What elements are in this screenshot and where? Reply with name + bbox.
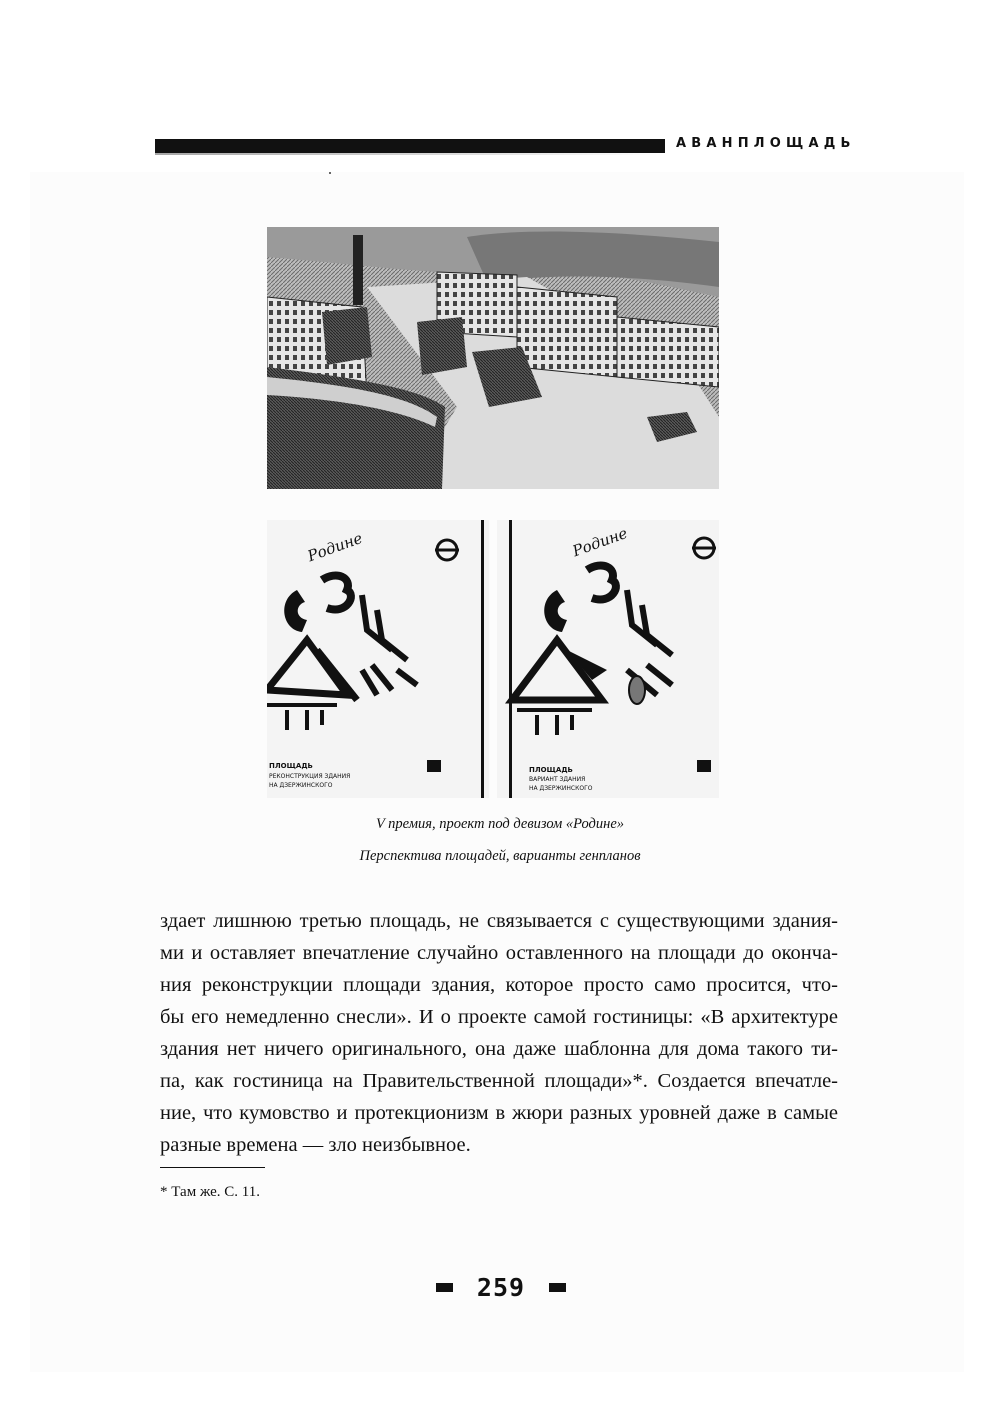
figure-caption-description: Перспектива площадей, варианты генпланов — [359, 848, 641, 864]
footnote: * Там же. С. 11. — [160, 1184, 260, 1200]
body-line: ми и оставляет впечатление случайно оставленного на площади до оконча- — [160, 942, 838, 964]
plan-drawing-1 — [267, 520, 489, 798]
figure-caption-award: V премия, проект под девизом «Родине» — [375, 816, 625, 832]
body-line: ние, что кумовство и протекционизм в жюри разных уровней даже в самые — [160, 1102, 838, 1124]
footnote-rule — [160, 1167, 265, 1168]
plan-label-1: ПЛОЩАДЬ — [529, 766, 573, 774]
header-rule — [155, 139, 665, 153]
body-line: здания нет ничего оригинального, она даже шаблонна для дома такого ти- — [160, 1038, 838, 1060]
plan-label-1: ПЛОЩАДЬ — [269, 762, 313, 770]
folio-dash-right — [549, 1283, 566, 1292]
site-plan-variant-1 — [267, 520, 489, 798]
body-line: па, как гостиница на Правительственной площади»*. Создается впечатле- — [160, 1070, 838, 1092]
site-plan-variant-2 — [497, 520, 719, 798]
plan-drawing-2 — [497, 520, 719, 798]
plan-label-2: РЕКОНСТРУКЦИЯ ЗДАНИЯ — [269, 773, 351, 780]
plan-motto: Родине — [305, 528, 365, 566]
body-line: здает лишнюю третью площадь, не связывается с существующими здания- — [160, 910, 838, 932]
body-paragraph — [160, 905, 850, 1161]
body-line: ния реконструкции площади здания, которое просто само просится, чтo- — [160, 974, 838, 996]
page-number: 259 — [476, 1273, 526, 1302]
scan-speck — [329, 172, 331, 174]
folio-dash-left — [436, 1283, 453, 1292]
body-line: бы его немедленно снесли». И о проекте самой гостиницы: «В архитектуре — [160, 1006, 838, 1028]
body-line-last: разные времена — зло неизбывное. — [160, 1134, 471, 1156]
perspective-illustration — [267, 227, 719, 489]
plan-label-3: НА ДЗЕРЖИНСКОГО — [529, 785, 593, 792]
perspective-drawing — [267, 227, 719, 489]
page-folio — [436, 1274, 566, 1302]
running-title: АВАНПЛОЩАДЬ — [676, 136, 856, 151]
plan-label-2: ВАРИАНТ ЗДАНИЯ — [529, 776, 586, 783]
plan-motto: Родине — [570, 523, 630, 561]
plan-label-3: НА ДЗЕРЖИНСКОГО — [269, 782, 333, 789]
